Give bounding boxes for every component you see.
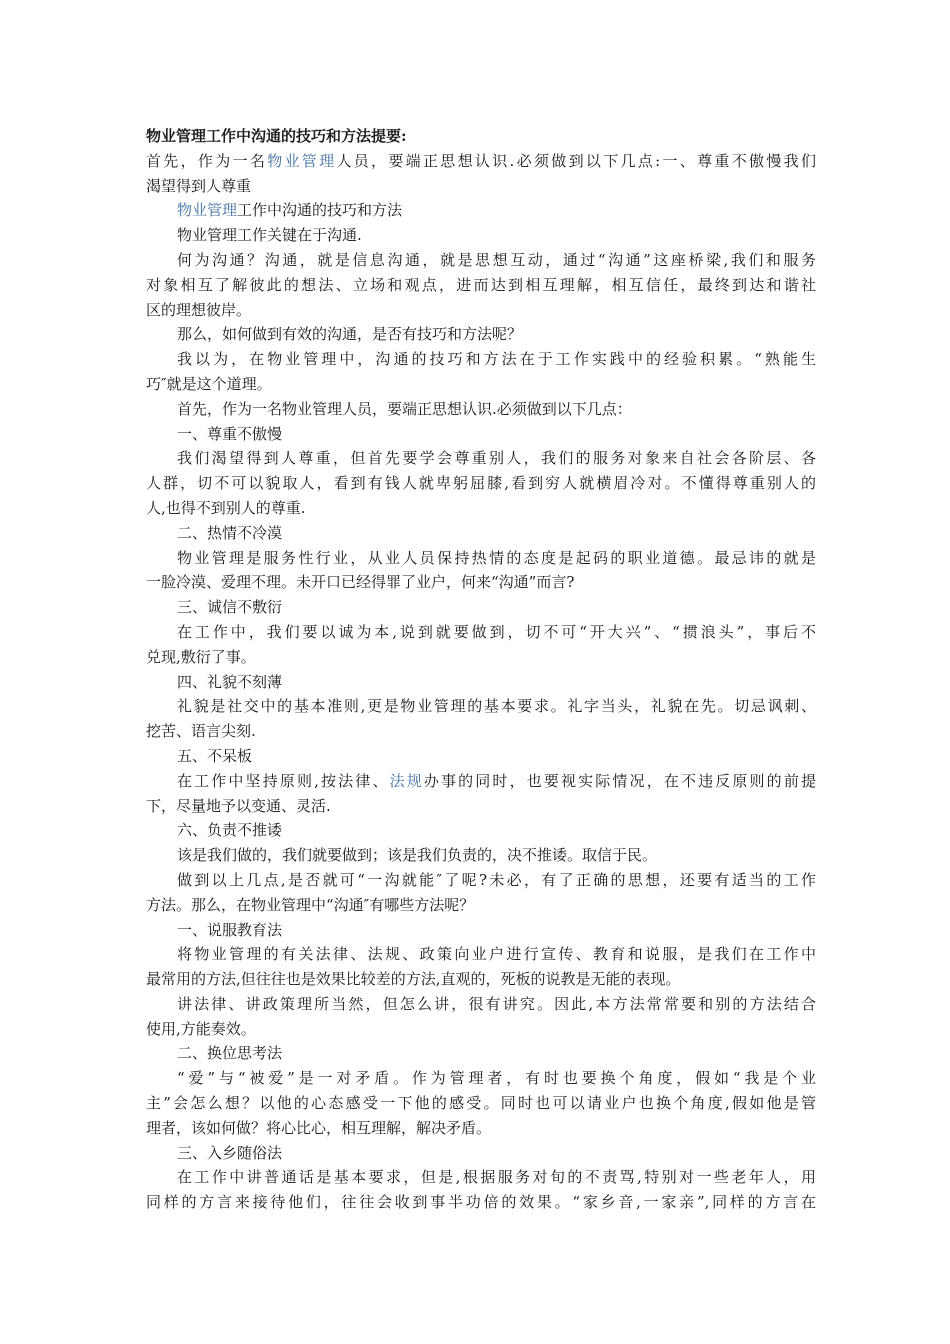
list-heading: 二、热情不冷漠 [177,523,283,542]
body-line: 做到以上几点,是否就可“一沟就能″了呢?未必，有了正确的思想，还要有适当的工作 [177,870,816,889]
body-line: 讲法律、讲政策理所当然，但怎么讲，很有讲究。因此,本方法常常要和别的方法结合 [177,994,816,1013]
regulation-link[interactable]: 法规 [389,771,424,790]
body-line: 礼貌是社交中的基本准则,更是物业管理的基本要求。礼字当头，礼貌在先。切忌讽刺、 [177,697,816,716]
body-line: 区的理想彼岸。 [146,300,252,319]
body-line: 下，尽量地予以变通、灵活. [146,796,331,815]
intro-link[interactable]: 物业管理 [267,151,337,170]
intro-text: 首先，作为一名 [146,151,268,170]
list-heading: 三、诚信不敷衍 [177,598,283,617]
list-heading: 五、不呆板 [177,746,253,765]
body-line: 将物业管理的有关法律、法规、政策向业户进行宣传、教育和说服，是我们在工作中 [177,945,816,964]
intro-text: 人员，要端正思想认识.必须做到以下几点:一、尊重不傲慢我们 [336,151,816,170]
body-line: 在工作中，我们要以诚为本,说到就要做到，切不可“开大兴”、“掼浪头”，事后不 [177,622,816,641]
document-title: 物业管理工作中沟通的技巧和方法提要: [146,127,407,145]
body-line: 人,也得不到别人的尊重. [146,498,306,517]
body-line: 我以为，在物业管理中，沟通的技巧和方法在于工作实践中的经验积累。“熟能生 [177,350,816,369]
body-text: 办事的同时，也要视实际情况，在不违反原则的前提 [423,771,816,790]
body-line: 一脸冷漠、爱理不理。未开口已经得罪了业户，何来“沟通”而言? [146,573,575,592]
body-line: 首先，作为一名物业管理人员，要端正思想认识.必须做到以下几点： [177,399,632,418]
list-heading: 二、换位思考法 [177,1044,283,1063]
body-line: 在工作中讲普通话是基本要求，但是,根据服务对旬的不责骂,特别对一些老年人，用 [177,1168,816,1187]
body-line: 该是我们做的，我们就要做到；该是我们负责的，决不推诿。取信于民。 [177,846,658,865]
body-line: 人群，切不可以貌取人，看到有钱人就卑躬屈膝,看到穷人就横眉冷对。不懂得尊重别人的 [146,474,816,493]
document-body [146,124,816,1215]
intro-line [146,149,816,174]
body-line: 挖苦、语言尖刻. [146,722,256,741]
body-line: 物业管理是服务性行业，从业人员保持热情的态度是起码的职业道德。最忌讳的就是 [177,548,816,567]
body-line: 兑现,敷衍了事。 [146,647,256,666]
body-line: 巧″就是这个道理。 [146,374,272,393]
heading-link[interactable]: 物业管理 [177,201,238,220]
body-line: 同样的方言来接待他们，往往会收到事半功倍的效果。“家乡音,一家亲”,同样的方言在 [146,1193,816,1212]
body-line: 使用,方能奏效。 [146,1019,256,1038]
list-heading: 四、礼貌不刻薄 [177,672,283,691]
body-line: 主”会怎么想？以他的心态感受一下他的感受。同时也可以请业户也换个角度,假如他是管 [146,1094,816,1113]
section-heading [146,198,816,223]
list-heading: 三、入乡随俗法 [177,1143,283,1162]
list-heading: 一、尊重不傲慢 [177,424,283,443]
body-line: 我们渴望得到人尊重，但首先要学会尊重别人，我们的服务对象来自社会各阶层、各 [177,449,816,468]
list-heading: 六、负责不推诿 [177,821,283,840]
body-line: 对象相互了解彼此的想法、立场和观点，进而达到相互理解，相互信任，最终到达和谐社 [146,275,816,294]
body-line: 理者，该如何做？将心比心，相互理解，解决矛盾。 [146,1118,492,1137]
body-line: 那么，如何做到有效的沟通，是否有技巧和方法呢？ [177,325,523,344]
body-line: 何为沟通？沟通，就是信息沟通，就是思想互动，通过“沟通”这座桥梁,我们和服务 [177,250,816,269]
heading-text: 工作中沟通的技巧和方法 [237,201,403,220]
intro-line: 渴望得到人尊重 [146,176,252,195]
body-line: 物业管理工作关键在于沟通. [177,226,362,245]
body-line: 方法。那么，在物业管理中“沟通″有哪些方法呢？ [146,895,475,914]
body-line: “爱”与“被爱”是一对矛盾。作为管理者，有时也要换个角度，假如“我是个业 [177,1069,816,1088]
body-line [146,769,816,794]
body-line: 最常用的方法,但往往也是效果比较差的方法,直观的，死板的说教是无能的表现。 [146,970,681,989]
list-heading: 一、说服教育法 [177,920,283,939]
body-text: 在工作中坚持原则,按法律、 [177,771,390,790]
